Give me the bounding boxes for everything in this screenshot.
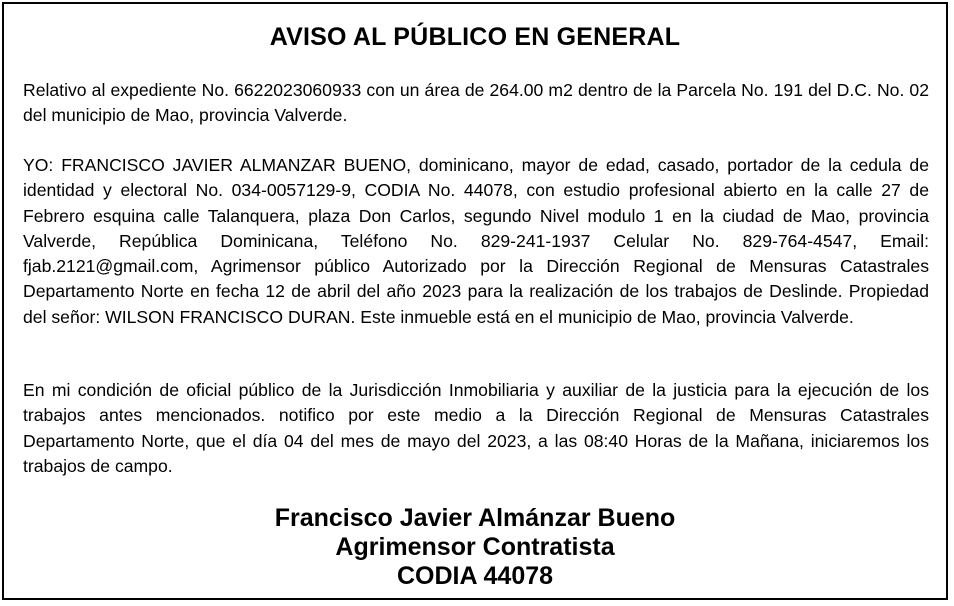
notice-title: AVISO AL PÚBLICO EN GENERAL: [269, 23, 681, 51]
public-notice-box: [2, 2, 948, 600]
notice-paragraph-fieldwork-notification: En mi condición de oficial público de la Jurisdicción Inmobiliaria y auxiliar de la justicia para la ejecución de los trabajos antes mencionados. notifico por este medio a la Dirección Regional de Mensuras Catastrales Departamento Norte, que el día 04 del mes de mayo del 2023, a las 08:40 Horas de la Mañana, iniciaremos los trabajos de campo.: [23, 380, 929, 476]
signature-name: Francisco Javier Almánzar Bueno: [274, 504, 676, 532]
signature-role: Agrimensor Contratista: [335, 533, 615, 561]
notice-paragraph-surveyor-identity: YO: FRANCISCO JAVIER ALMANZAR BUENO, dominicano, mayor de edad, casado, portador de la cedula de identidad y electoral No. 034-0057129-9, CODIA No. 44078, con estudio profesional abierto en la calle 27 de Febrero esquina calle Talanquera, plaza Don Carlos, segundo Nivel modulo 1 en la ciudad de Mao, provincia Valverde, República Dominicana, Teléfono No. 829-241-1937 Celular No. 829-764-4547, Email: fjab.2121@gmail.com, Agrimensor público Autorizado por la Dirección Regional de Mensuras Catastrales Departamento Norte en fecha 12 de abril del año 2023 para la realización de los trabajos de Deslinde. Propiedad del señor: WILSON FRANCISCO DURAN. Este inmueble está en el municipio de Mao, provincia Valverde.: [23, 155, 929, 327]
notice-paragraph-file-reference: Relativo al expediente No. 6622023060933 con un área de 264.00 m2 dentro de la Parcela No. 191 del D.C. No. 02 del municipio de Mao, provincia Valverde.: [23, 80, 929, 126]
signature-codia: CODIA 44078: [396, 562, 554, 590]
